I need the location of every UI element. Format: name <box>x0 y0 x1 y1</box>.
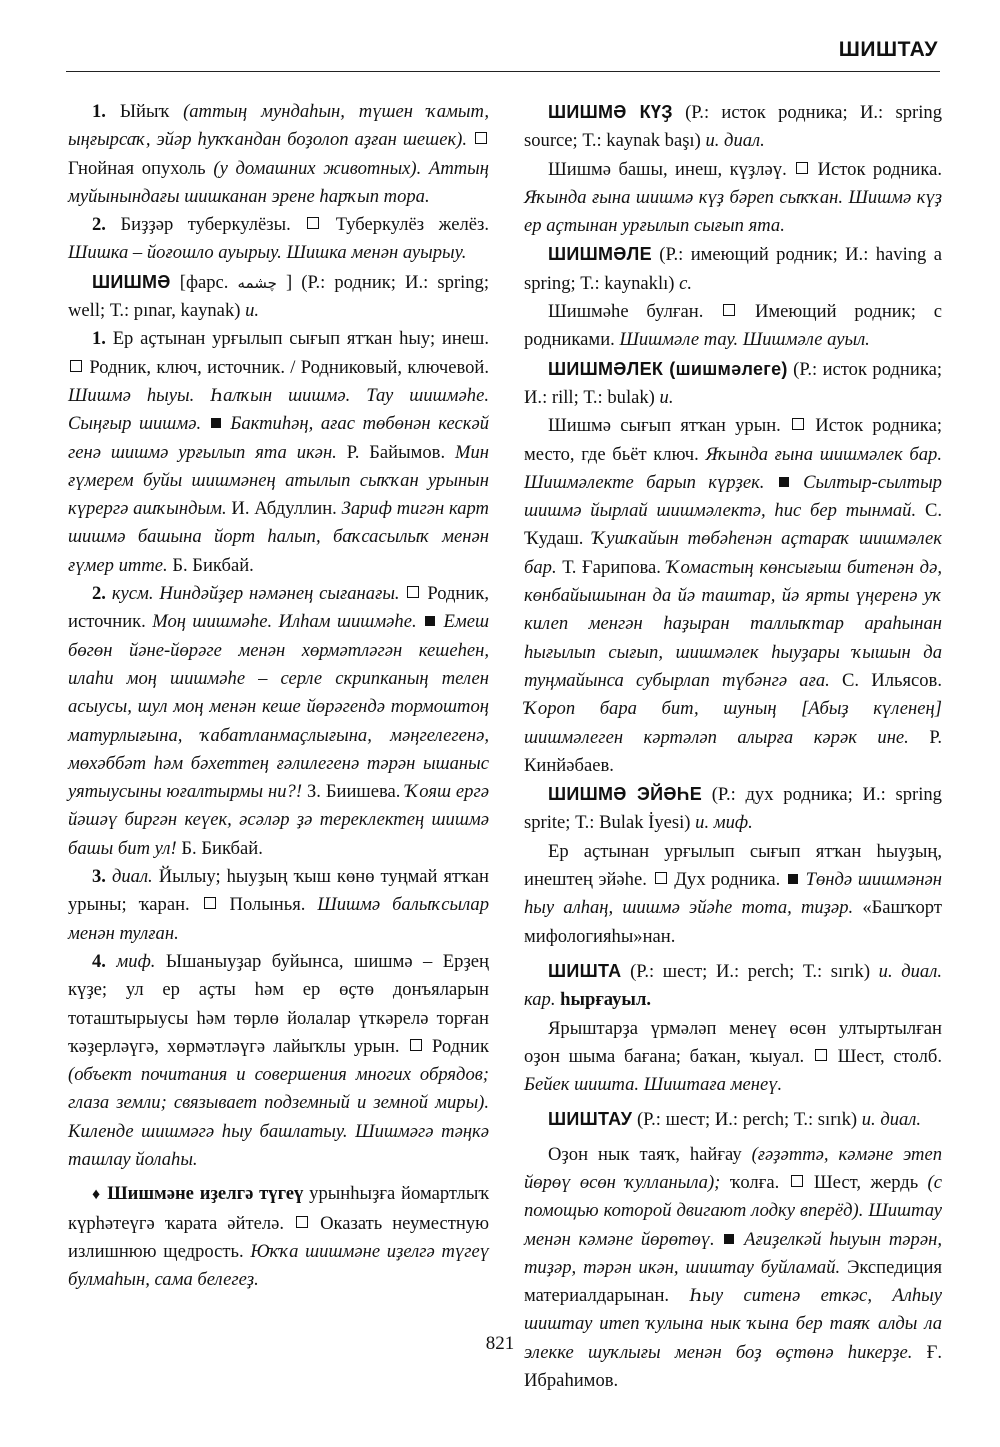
headword-shishmelek: ШИШМӘЛЕК (шишмәлеге) (Р.: исток родника; И.: rill; Т.: bulak) и. <box>524 358 943 408</box>
left-column <box>68 98 489 1294</box>
running-head: ШИШТАУ <box>838 38 938 61</box>
arabic-etymon: چشمه <box>237 273 277 292</box>
headword-shishta: ШИШТА (Р.: шест; И.: perch; Т.: sırık) и. диал. кар. һырғауыл. <box>524 960 942 1011</box>
entry-shishme-sense-3: 3. диал. Йылыу; һыуҙың ҡыш көнө туңмай ятҡан урыны; ҡаран. Полынья. Шишмә балыҡсылар менән тулған. <box>68 866 490 944</box>
literary-example-marker-icon <box>425 616 435 626</box>
translation-marker-icon <box>296 1216 308 1228</box>
headword-shishme: ШИШМӘ [фарс. چشمه ] (Р.: родник; И.: spring; well; Т.: pınar, kaynak) и. <box>68 271 489 322</box>
idiom-diamond-icon: ♦ <box>92 1186 102 1204</box>
literary-example-marker-icon <box>211 418 221 428</box>
translation-marker-icon <box>791 1175 803 1187</box>
header-rule <box>66 71 940 72</box>
translation-marker-icon <box>475 132 487 144</box>
idiom-entry: ♦ Шишмәне иҙелгә түгеү урынһыҙға йомартлыҡ күрһәтеүгә ҡарата әйтелә. Оказать неуместную излишнюю щедрость. Юҡҡа шишмәне иҙелгә түгеү булмаһын, сама белегеҙ. <box>68 1183 489 1291</box>
page-number: 821 <box>485 1333 515 1354</box>
right-column <box>524 98 942 1395</box>
headword-shishmele: ШИШМӘЛЕ (Р.: имеющий родник; И.: having a spring; Т.: kaynaklı) с. <box>524 244 942 294</box>
translation-marker-icon <box>204 897 216 909</box>
entry-shishme-sense-1: 1. Ер аҫтынан урғылып сығып ятҡан һыу; инеш. Родник, ключ, источник. / Родниковый, ключевой. Шишмә һыуы. Һалҡын шишмә. Тау шишмәһе. Сыңғыр шишмә. Бактиһәң, ағас төбөнән кескәй генә шишмә урғылып ята икән. Р. Байымов. Мин ғүмерем буйы шишмәнең атылып сыҡҡан урынын күрергә ашҡындым. И. Абдуллин. Зариф тигән карт шишмә башына йорт һалып, баҡсасылыҡ менән ғүмер итте. Б. Бикбай. <box>68 328 489 576</box>
translation-marker-icon <box>410 1039 422 1051</box>
literary-example-marker-icon <box>779 477 789 487</box>
headword-shishme-eyehe: ШИШМӘ ЭЙӘҺЕ (Р.: дух родника; И.: spring sprite; Т.: Bulak İyesi) и. миф. <box>524 784 942 834</box>
entry-shishta: Ярыштарҙа үрмәләп менеү өсөн ултыртылған оҙон шыма бағана; баҡан, ҡыуал. Шест, столб. Бейек шишта. Шиштаға менеү. <box>524 1017 942 1096</box>
entry-shishme-kuz: Шишмә башы, инеш, күҙләү. Исток родника. Яҡында ғына шишмә күҙ бәреп сыҡҡан. Шишмә күҙ ер аҫтынан урғылып сығып ята. <box>524 158 942 237</box>
literary-example-marker-icon <box>788 874 798 884</box>
translation-marker-icon <box>796 162 808 174</box>
translation-marker-icon <box>70 360 82 372</box>
entry-shishmele: Шишмәһе булған. Имеющий родник; с родниками. Шишмәле тау. Шишмәле ауыл. <box>524 301 942 351</box>
entry-shishtau: Оҙон нык таяҡ, һайғау (ғәҙәттә, кәмәне этеп йөрөү өсөн ҡулланыла); ҡолға. Шест, жердь (с помощью которой двигают лодку вперёд). Шиштау менән кәмәне йөрөтөү. Ағиҙелкәй һыуын тәрән, тиҙәр, тәрән икән, шиштау буйламай. Экспедиция материалдарынан. Һыу ситенә еткәс, Алһыу шиштау итеп ҡулына нык ҡына бер таяҡ алды ла элекке шуҡлығы менән боҙ өҫтөнә һикерҙе. Ғ. Ибраһимов. <box>524 1143 943 1392</box>
entry-shishka-sense-2: 2. Биҙҙәр туберкулёзы. Туберкулёз желёз. Шишка – йоғошло ауырыу. Шишка менән ауырыу. <box>68 214 490 264</box>
literary-example-marker-icon <box>724 1234 734 1244</box>
entry-shishmelek: Шишмә сығып ятҡан урын. Исток родника; место, где бьёт ключ. Яҡында ғына шишмәлек бар. Шишмәлекте барып күрҙек. Сылтыр-сылтыр шишмә йырлай шишмәлектә, һис бер тынмай. С. Ҡудаш. Ҡушҡайын төбәһенән аҫтараҡ шишмәлек бар. Т. Ғарипова. Ҡомастың көнсығыш битенән дә, көнбайышынан да йә таштар, йә ярты үңеренә уҡ килеп менгән һаҙыран таллыҡтар араһынан һығылып сығып, шишмәлек һыуҙары ҡышын да туңмайынса субырлап түбәнгә аға. С. Ильясов. Ҡороп бара бит, шуның [Абыҙ күленең] шишмәлеген кәртәләп алырға кәрәк ине. Р. Кинйәбаев. <box>524 415 942 776</box>
entry-shishme-eyehe: Ер аҫтынан урғылып сығып ятҡан һыуҙың, инештең эйәһе. Дух родника. Төндә шишмәнән һыу алһаң, шишмә эйәһе тота, тиҙәр. «Башҡорт мифологияһы»нан. <box>524 840 943 947</box>
translation-marker-icon <box>792 418 804 430</box>
headword-shishme-kuz: ШИШМӘ КҮҘ (Р.: исток родника; И.: spring source; Т.: kaynak başı) и. диал. <box>524 102 942 152</box>
translation-marker-icon <box>723 304 735 316</box>
translation-marker-icon <box>815 1049 827 1061</box>
translation-marker-icon <box>407 586 419 598</box>
translation-marker-icon <box>655 872 667 884</box>
entry-shishme-sense-2: 2. кусм. Ниндәйҙер нәмәнең сығанағы. Родник, источник. Моң шишмәһе. Илһам шишмәһе. Емеш бөгөн йәне-йөрәге менән хөрмәтләгән кешеһен, илаһи моң шишмәһе – серле скрипканың телен асыусы, шул моң менән кеше йөрәгендә тормоштоң матурлығына, ҡабатланмаҫлығына, мәңгелегенә, мөхәббәт һәм бәхеттең ғәлилегенә тәрән ышаныс уятыусыны юғалтырмы ни?! З. Биишева. Ҡояш ергә йәшәү биргән кеүек, әсәләр ҙә тереклектең шишмә башы бит ул! Б. Бикбай. <box>68 583 490 859</box>
entry-shishka-sense-1: 1. Ыйыҡ (аттың мундаһын, түшен ҡамыт, ыңғырсаҡ, эйәр һуҡҡандан боҙолоп аҙған шешек). Гнойная опухоль (у домашних животных). Аттың муйынындағы шишканан эрене һарҡып тора. <box>68 101 489 207</box>
headword-shishtau: ШИШТАУ (Р.: шест; И.: perch; Т.: sırık) и. диал. <box>548 1109 922 1131</box>
entry-shishme-sense-4: 4. миф. Ышаныуҙар буйынса, шишмә – Ерҙең күҙе; ул ер аҫты һәм ер өҫтө донъяларын тоташтырыусы һәм төрлө йолалар үткәрелә торған ҡәҙерләүгә, хөрмәтләүгә лайыҡлы урын. Родник (объект почитания и совершения многих обрядов; глаза земли; связывает подземный и земной миры). Киленде шишмәгә һыу башлатыу. Шишмәгә тәңкә ташлау йолаһы. <box>68 950 489 1170</box>
translation-marker-icon <box>307 217 319 229</box>
